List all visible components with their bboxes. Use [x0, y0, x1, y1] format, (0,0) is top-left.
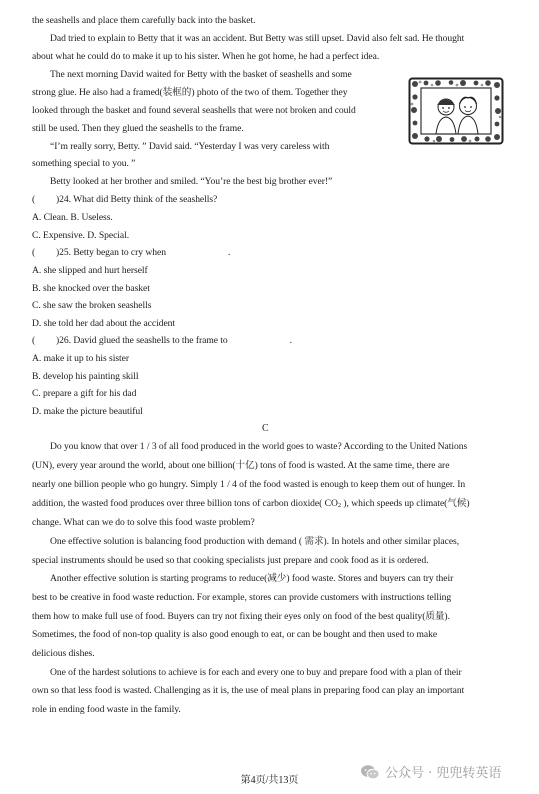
question-24-stem [32, 194, 217, 206]
passage-c-line: One effective solution is balancing food production with demand ( 需求). In hotels and other similar places, [50, 536, 460, 547]
passage-c-line [32, 498, 470, 512]
passage-c-line: special instruments should be used so that cooking specialists just prepare and cook food as it is ordered. [32, 555, 429, 566]
passage-c-line: Do you know that over 1 / 3 of all food produced in the world goes to waste? According to the United Nations [50, 441, 468, 452]
passage-line: “I’m really sorry, Betty. ” David said. “Yesterday I was very careless with [50, 141, 330, 152]
passage-c-line: nearly one billion people who go hungry. Simply 1 / 4 of the food wasted is enough to keep them out of hunger. In [32, 479, 466, 490]
passage-line: Betty looked at her brother and smiled. “You’re the best big brother ever!” [50, 176, 333, 187]
passage-c-line: best to be creative in food waste reduction. For example, stores can provide customers with instructions telling [32, 592, 452, 603]
question-end: . [227, 247, 231, 258]
question-text: )24. What did Betty think of the seashells? [56, 194, 218, 205]
passage-line: strong glue. He also had a framed(装框的) photo of the two of them. Together they [32, 87, 348, 98]
co2-text-after: ), which speeds up climate(气候) [341, 498, 470, 509]
option-line: A. she slipped and hurt herself [32, 265, 148, 276]
passage-line: the seashells and place them carefully back into the basket. [32, 15, 256, 26]
passage-c-line: (UN), every year around the world, about one billion(十亿) tons of food is wasted. At the same time, there are [32, 460, 450, 471]
question-text: )25. Betty began to cry when [56, 247, 166, 258]
passage-line: The next morning David waited for Betty with the basket of seashells and some [50, 69, 352, 80]
option-line: D. she told her dad about the accident [32, 318, 176, 329]
passage-c-line: change. What can we do to solve this food waste problem? [32, 517, 255, 528]
passage-c-line: Another effective solution is starting programs to reduce(减少) food waste. Stores and buyers can try their [50, 573, 454, 584]
option-line: B. she knocked over the basket [32, 283, 150, 294]
co2-subscript: 2 [337, 502, 342, 509]
question-text: )26. David glued the seashells to the frame to [56, 335, 228, 346]
question-25-stem [32, 247, 230, 259]
option-line: C. she saw the broken seashells [32, 300, 152, 311]
passage-c-line: role in ending food waste in the family. [32, 704, 181, 715]
answer-bracket: ( [32, 194, 36, 205]
passage-c-line: delicious dishes. [32, 648, 95, 659]
section-heading-c: C [262, 423, 269, 434]
option-line: D. make the picture beautiful [32, 406, 143, 417]
question-26-stem [32, 335, 292, 347]
answer-bracket: ( [32, 335, 36, 346]
passage-line: Dad tried to explain to Betty that it was an accident. But Betty was still upset. David also felt sad. He thought [50, 33, 465, 44]
answer-bracket: ( [32, 247, 36, 258]
passage-c-line: own so that less food is wasted. Challenging as it is, the use of meal plans in preparing food can play an important [32, 685, 465, 696]
option-line: C. Expensive. D. Special. [32, 230, 130, 241]
passage-line: something special to you. ” [32, 158, 136, 169]
passage-line: looked through the basket and found several seashells that were not broken and could [32, 105, 356, 116]
option-line: B. develop his painting skill [32, 371, 139, 382]
option-line: A. Clean. B. Useless. [32, 212, 113, 223]
passage-c-line: One of the hardest solutions to achieve is for each and every one to buy and prepare food with a plan of their [50, 667, 462, 678]
passage-line: still be used. Then they glued the seashells to the frame. [32, 123, 244, 134]
option-line: C. prepare a gift for his dad [32, 388, 137, 399]
co2-text-before: addition, the wasted food produces over three billion tons of carbon dioxide( CO [32, 498, 338, 509]
framed-photo-illustration [408, 77, 504, 145]
passage-c-line: Sometimes, the food of non-top quality is also good enough to eat, or can be bought and then used to make [32, 629, 438, 640]
passage-line: about what he could do to make it up to his sister. When he got home, he had a perfect idea. [32, 51, 380, 62]
page-number-footer: 第4页/共13页 [240, 775, 299, 786]
passage-c-line: them how to make full use of food. Buyers can try not fixing their eyes only on food of the best quality(质量). [32, 611, 450, 622]
question-end: . [289, 335, 293, 346]
watermark-text: 公众号 · 兜兜转英语 [385, 766, 502, 781]
option-line: A. make it up to his sister [32, 353, 129, 364]
